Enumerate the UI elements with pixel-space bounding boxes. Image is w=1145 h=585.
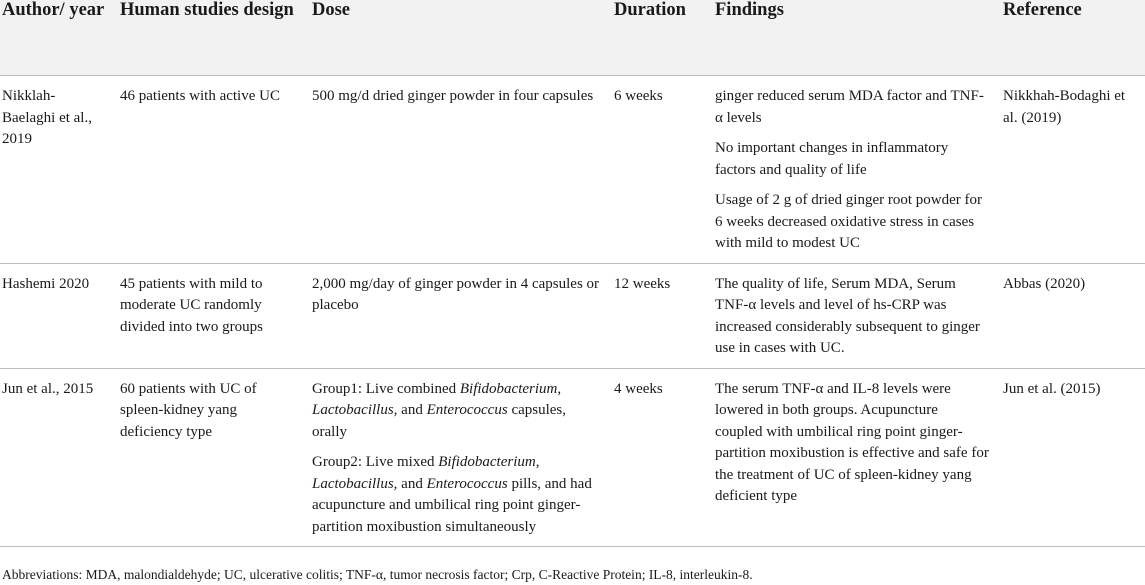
header-duration: Duration <box>614 0 715 76</box>
cell-duration: 12 weeks <box>614 275 671 292</box>
cell-findings: The serum TNF-α and IL-8 levels were lowered in both groups. Acupuncture coupled with umbilical ring point ginger-partition moxibustion is effective and safe for the treatment of UC of spleen-kidney yang deficient type <box>715 380 989 504</box>
cell-author: Nikklah-Baelaghi et al., 2019 <box>2 88 92 147</box>
dose-text: Group1: Live combined <box>312 380 460 397</box>
dose-text: pills, and had acupuncture and umbilical ring point ginger-partition moxibustion simultaneously <box>312 475 592 535</box>
abbreviations-footnote: Abbreviations: MDA, malondialdehyde; UC, ulcerative colitis; TNF-α, tumor necrosis factor; Crp, C-Reactive Protein; IL-8, interleukin-8. <box>2 567 753 582</box>
header-row <box>0 0 1145 76</box>
dose-text: Group2: Live mixed <box>312 454 439 470</box>
dose-text: , <box>535 454 540 470</box>
table-row <box>0 368 1145 547</box>
cell-findings: ginger reduced serum MDA factor and TNF-α levels No important changes in inflammatory factors and quality of life Usage of 2 g of dried ginger root powder for 6 weeks decreased oxidative stress in cases with mild to modest UC <box>715 88 984 251</box>
cell-duration: 6 weeks <box>614 88 663 104</box>
cell-duration: 4 weeks <box>614 380 663 397</box>
genus-name: Bifidobacterium <box>459 380 558 397</box>
dose-text: , <box>557 380 562 397</box>
cell-author: Hashemi 2020 <box>2 275 90 292</box>
dose-text: capsules, orally <box>312 402 567 440</box>
genus-name: Lactobacillus, <box>312 402 398 418</box>
cell-dose: 2,000 mg/day of ginger powder in 4 capsules or placebo <box>312 275 600 313</box>
header-author-year: Author/ year <box>0 0 120 76</box>
genus-name: Enterococcus <box>426 402 508 418</box>
table-header <box>0 0 1145 76</box>
genus-name: Lactobacillus, <box>312 475 398 492</box>
cell-reference: Nikkhah-Bodaghi et al. (2019) <box>1003 88 1126 126</box>
genus-name: Enterococcus <box>426 475 508 492</box>
cell-author: Jun et al., 2015 <box>2 380 94 397</box>
cell-dose: 500 mg/d dried ginger powder in four capsules <box>312 88 594 104</box>
header-findings: Findings <box>715 0 1003 76</box>
genus-name: Bifidobacterium <box>438 454 536 470</box>
cell-findings: The quality of life, Serum MDA, Serum TNF-α levels and level of hs-CRP was increased considerably subsequent to ginger use in cases with UC. <box>715 275 980 356</box>
cell-design: 46 patients with active UC <box>120 88 280 104</box>
table-row <box>0 76 1145 264</box>
dose-text: and <box>397 475 427 492</box>
cell-reference: Abbas (2020) <box>1003 275 1086 292</box>
cell-dose <box>312 368 614 547</box>
dose-group-1 <box>312 379 600 444</box>
table-body <box>0 76 1145 547</box>
dose-rich-text <box>312 379 614 539</box>
cell-design: 45 patients with mild to moderate UC randomly divided into two groups <box>120 275 263 335</box>
dose-group-2 <box>312 452 600 538</box>
header-reference: Reference <box>1003 0 1145 76</box>
header-design: Human studies design <box>120 0 312 76</box>
cell-design: 60 patients with UC of spleen-kidney yang deficiency type <box>120 380 257 440</box>
table-row <box>0 263 1145 368</box>
header-dose: Dose <box>312 0 614 76</box>
dose-text: and <box>397 402 427 418</box>
cell-reference: Jun et al. (2015) <box>1003 380 1101 397</box>
